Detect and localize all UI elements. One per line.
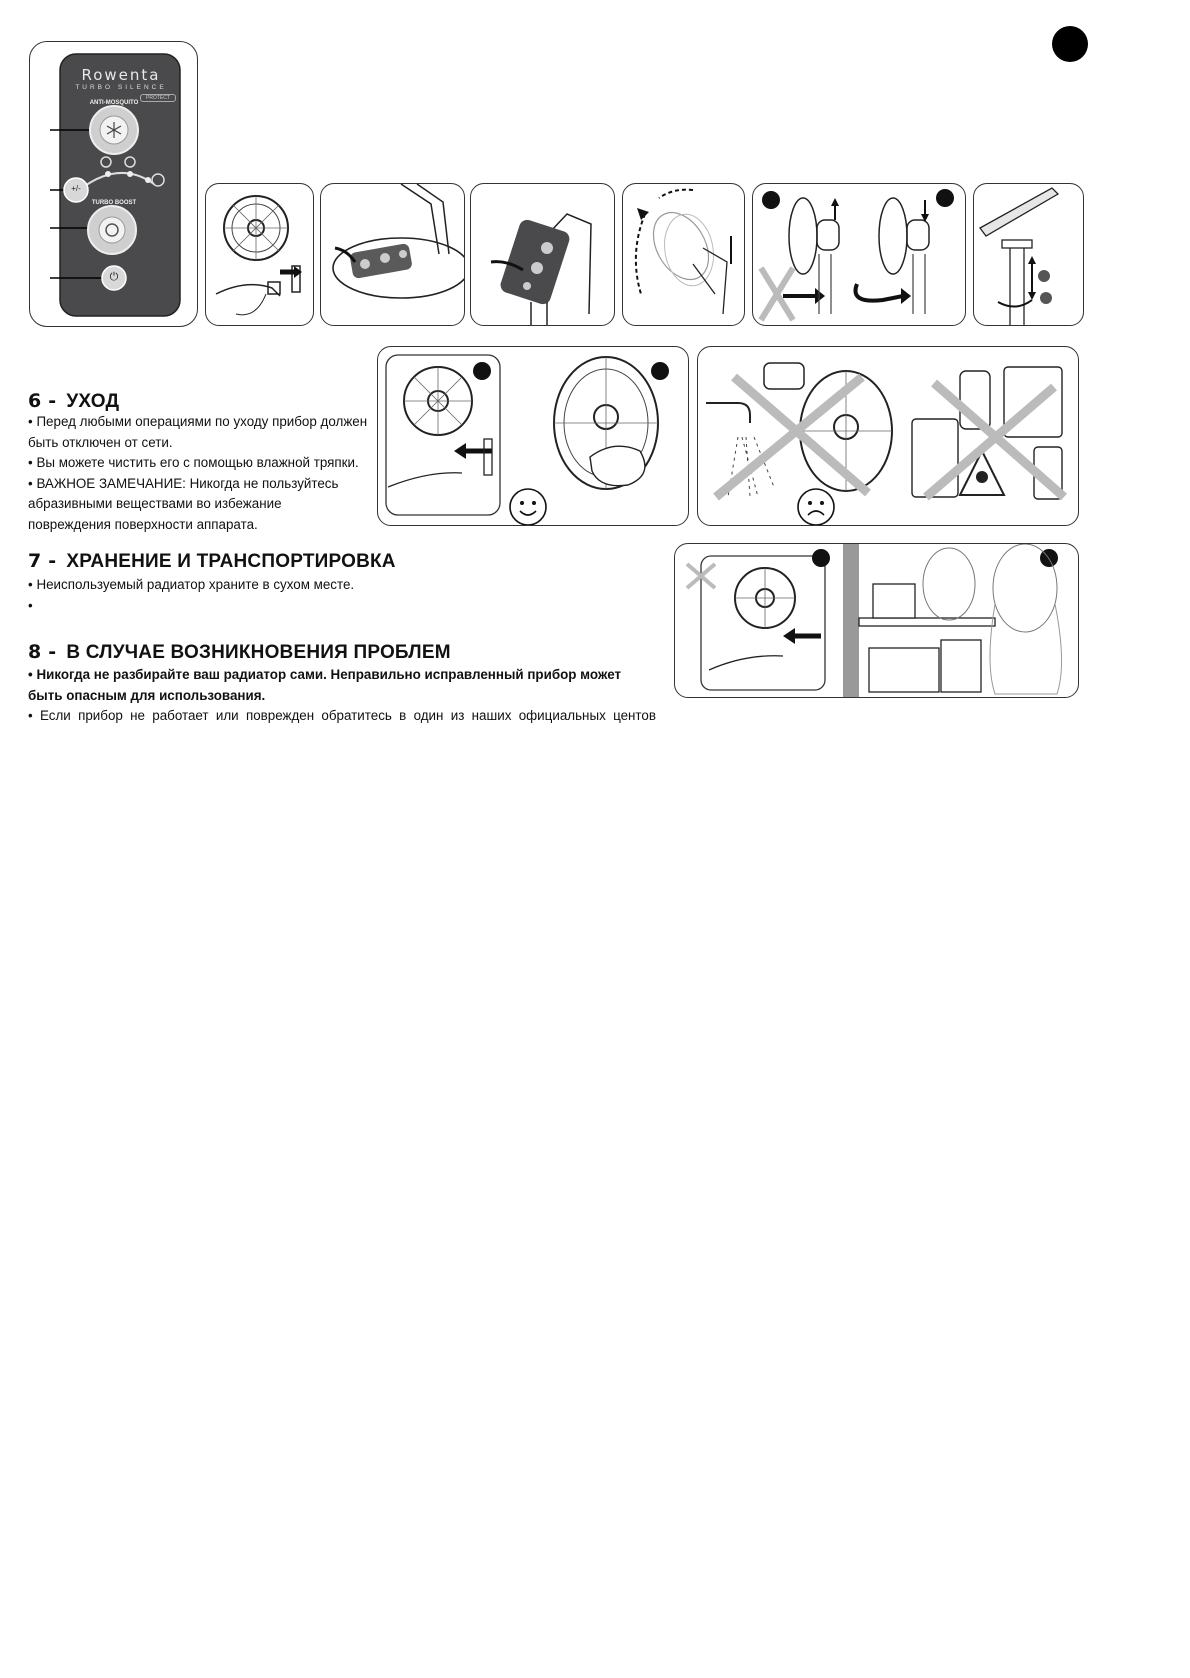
section-7-number: 7 - xyxy=(28,550,57,572)
tilt-fan-drawing xyxy=(623,184,744,325)
list-item: • ВАЖНОЕ ЗАМЕЧАНИЕ: Никогда не пользуйтесь абразивными веществами во избежание повреждения поверхности аппарата. xyxy=(28,475,339,532)
section-6-title: УХОД xyxy=(66,391,120,412)
illustration-unplug-fan xyxy=(205,183,314,326)
section-8-number: 8 - xyxy=(28,641,57,663)
illustration-tilt-fan xyxy=(622,183,745,326)
list-item: • xyxy=(28,597,33,613)
list-item: • Если прибор не работает или поврежден обратитесь в один из наших официальных центов xyxy=(28,708,656,723)
section-8-heading xyxy=(28,641,451,664)
assembly-steps-drawing xyxy=(753,184,965,325)
section-8-title: В СЛУЧАЕ ВОЗНИКНОВЕНИЯ ПРОБЛЕМ xyxy=(66,642,451,663)
illustration-cleaning-forbidden xyxy=(697,346,1079,526)
storage-drawing xyxy=(675,544,1078,697)
section-6-number: 6 - xyxy=(28,390,57,412)
base-top-drawing xyxy=(321,184,464,325)
remote-edition: PROTECT xyxy=(140,94,176,102)
section-6-heading xyxy=(28,390,119,413)
height-adjust-drawing xyxy=(974,184,1083,325)
illustration-control-head xyxy=(470,183,615,326)
unplug-fan-drawing xyxy=(206,184,313,325)
list-item: • Перед любыми операциями по уходу прибор должен быть отключен от сети. xyxy=(28,414,368,450)
section-8-body xyxy=(28,665,656,727)
illustration-height-adjust xyxy=(973,183,1084,326)
section-7-title: ХРАНЕНИЕ И ТРАНСПОРТИРОВКА xyxy=(66,551,396,572)
remote-model: TURBO SILENCE xyxy=(75,84,167,91)
turbo-boost-label: TURBO BOOST xyxy=(91,200,137,206)
page-marker xyxy=(1052,26,1088,62)
anti-mosquito-label: ANTI-MOSQUITO xyxy=(89,100,139,106)
remote-control-panel xyxy=(29,41,198,327)
illustration-assembly-steps xyxy=(752,183,966,326)
plus-minus-button[interactable]: +/- xyxy=(71,184,81,193)
cleaning-forbidden-drawing xyxy=(698,347,1078,525)
illustration-cleaning-ok xyxy=(377,346,689,526)
control-head-drawing xyxy=(471,184,614,325)
cleaning-ok-drawing xyxy=(378,347,688,525)
illustration-base-top xyxy=(320,183,465,326)
remote-brand: Rowenta xyxy=(81,66,161,84)
list-item: • Никогда не разбирайте ваш радиатор сами. Неправильно исправленный прибор может быть опасным для использования. xyxy=(28,667,622,703)
section-7-heading xyxy=(28,550,396,573)
list-item: • Вы можете чистить его с помощью влажной тряпки. xyxy=(28,455,359,470)
section-7-body xyxy=(28,575,648,616)
illustration-storage xyxy=(674,543,1079,698)
list-item: • Неиспользуемый радиатор храните в сухом месте. xyxy=(28,577,355,592)
power-button[interactable]: ⏻ xyxy=(109,270,119,283)
section-6-body xyxy=(28,412,368,535)
